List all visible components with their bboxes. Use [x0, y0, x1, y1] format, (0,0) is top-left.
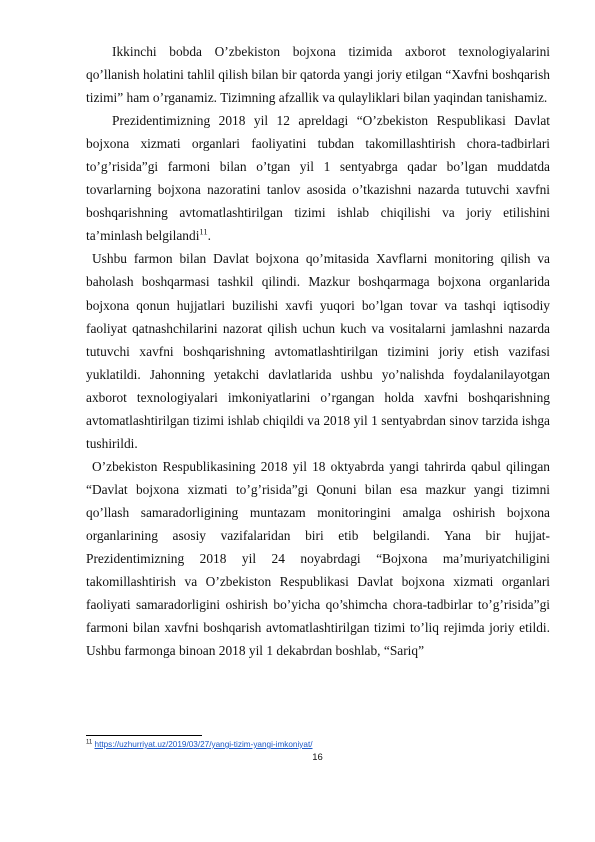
paragraph-2-tail: . [207, 228, 211, 244]
body-text [86, 40, 550, 662]
paragraph-2-text: Prezidentimizning 2018 yil 12 apreldagi “O’zbekiston Respublikasi Davlat bojxona xizmati organlari faoliyatini tubdan takomillashtirish chora-tadbirlari to’g’risida”gi farmoni bilan o’tgan yil 1 sentyabrga qadar bo’lgan muddatda tovarlarning bojxona nazoratini tanlov asosida o’tkazishni nazarda tutuvchi xavfni boshqarishning avtomatlashtirilgan tizimi ishlab chiqilishi va joriy etilishini ta’minlash belgilandi [86, 113, 550, 244]
paragraph-4-text: O’zbekiston Respublikasining 2018 yil 18 oktyabrda yangi tahrirda qabul qilingan “Davlat bojxona xizmati to’g’risida”gi Qonuni bilan esa mazkur yangi tizimni qo’llash samaradorligining muntazam monitoringini amalga oshirish bojxona organlarining asosiy vazifalaridan biri etib belgilandi. Yana bir hujjat- Prezidentimizning 2018 yil 24 noyabrdagi “Bojxona ma’muriyatchiligini takomillashtirish va O’zbekiston Respublikasi Davlat bojxona xizmati organlari faoliyati samaradorligini oshirish bo’yicha qo’shimcha chora-tadbirlar to’g’risida”gi farmoni bilan xavfni boshqarish avtomatlashtirilgan tizimi to’liq rejimda joriy etildi. Ushbu farmonga binoan 2018 yil 1 dekabrdan boshlab, “Sariq” [86, 458, 550, 659]
footnote-link[interactable]: https://uzhurriyat.uz/2019/03/27/yangi-tizim-yangi-imkoniyat/ [94, 740, 313, 749]
paragraph-1 [86, 40, 550, 109]
paragraph-1-text: Ikkinchi bobda O’zbekiston bojxona tizimida axborot texnologiyalarini qo’llanish holatini tahlil qilish bilan bir qatorda yangi joriy etilgan “Xavfni boshqarish tizimi” ham o’rganamiz. Tizimning afzallik va qulayliklari bilan yaqindan tanishamiz. [86, 44, 550, 106]
footnote-number: 11 [86, 739, 93, 746]
paragraph-3 [86, 247, 550, 454]
paragraph-2 [86, 109, 550, 247]
footnote-reference[interactable]: 11 [199, 226, 208, 237]
footnote [86, 739, 550, 751]
footnote-separator [86, 735, 202, 736]
paragraph-3-text: Ushbu farmon bilan Davlat bojxona qo’mitasida Xavflarni monitoring qilish va baholash boshqarmasi tashkil qilindi. Mazkur boshqarmaga bojxona organlarida bojxona qonun hujjatlari buzilishi xavfi yuqori bo’lgan tovar va tashqi iqtisodiy faoliyat qatnashchilarini nazorat qilish uchun kuch va vositalarni jamlashni nazarda tutuvchi xavfni boshqarishning avtomatlashtirilgan tizimini joriy etish vazifasi yuklatildi. Jahonning yetakchi davlatlarida ushbu yo’nalishda foydalanilayotgan axborot texnologiyalari imkoniyatlarini o’rgangan holda xavfni boshqarishning avtomatlashtirilgan tizimi ishlab chiqildi va 2018 yil 1 sentyabrdan sinov tarzida ishga tushirildi. [86, 251, 550, 451]
page-number: 16 [312, 752, 323, 763]
paragraph-4 [86, 455, 550, 662]
